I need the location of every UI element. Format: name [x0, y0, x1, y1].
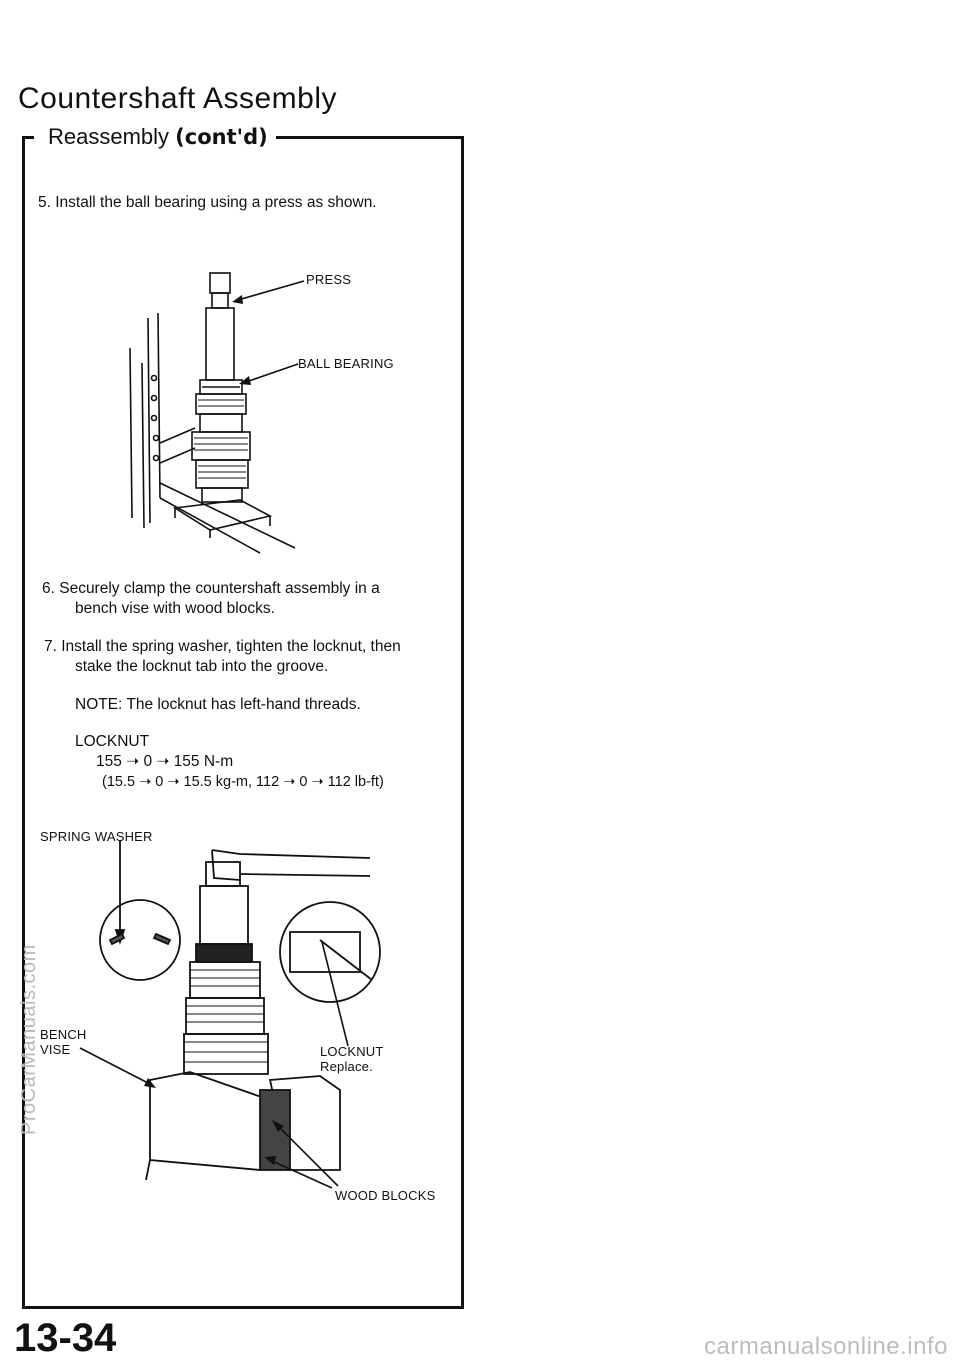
label-spring-washer: SPRING WASHER [40, 829, 153, 844]
section-subtitle [44, 124, 272, 150]
wood-blocks-leader-arrows [262, 1120, 342, 1190]
step-5: 5. Install the ball bearing using a press as shown. [38, 194, 377, 211]
label-press: PRESS [306, 272, 352, 287]
note-left-hand-threads: NOTE: The locknut has left-hand threads. [75, 696, 361, 713]
subtitle-contd: (cont'd) [175, 125, 268, 149]
page-title: Countershaft Assembly [18, 82, 337, 115]
label-ball-bearing: BALL BEARING [298, 356, 394, 371]
locknut-leader-line [318, 940, 358, 1050]
subtitle-text: Reassembly [48, 124, 170, 149]
bench-vise-leader-arrow [78, 1046, 158, 1090]
step-6-line-1: 6. Securely clamp the countershaft assembly in a [42, 580, 380, 597]
torque-kgm-lbft: (15.5 ➝ 0 ➝ 15.5 kg-m, 112 ➝ 0 ➝ 112 lb-ft) [102, 774, 384, 790]
frame-top-left [22, 136, 34, 139]
step-7-line-2: stake the locknut tab into the groove. [75, 658, 329, 675]
ball-bearing-leader-arrow [236, 362, 300, 388]
step-7-line-1: 7. Install the spring washer, tighten the locknut, then [44, 638, 401, 655]
side-watermark: ProCarManuals.com [18, 944, 40, 1135]
footer-watermark: carmanualsonline.info [704, 1333, 948, 1360]
locknut-heading: LOCKNUT [75, 733, 150, 750]
label-locknut: LOCKNUT [320, 1044, 384, 1059]
press-leader-arrow [228, 278, 308, 308]
label-wood-blocks: WOOD BLOCKS [335, 1188, 436, 1203]
page-number: 13-34 [14, 1316, 117, 1360]
label-locknut-replace: Replace. [320, 1059, 373, 1074]
torque-nm: 155 ➝ 0 ➝ 155 N-m [96, 753, 234, 770]
label-vise: VISE [40, 1042, 71, 1057]
label-bench: BENCH [40, 1027, 87, 1042]
figure-press-illustration [120, 268, 320, 558]
step-6-line-2: bench vise with wood blocks. [75, 600, 275, 617]
label-locknut-group [320, 1044, 384, 1074]
frame-top-right [276, 136, 461, 139]
